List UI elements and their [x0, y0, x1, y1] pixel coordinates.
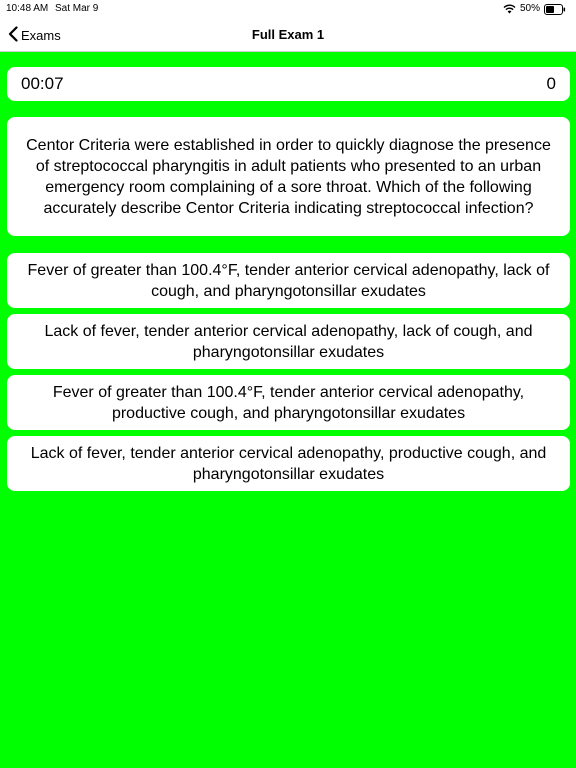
- answer-option-text: Lack of fever, tender anterior cervical adenopathy, lack of cough, and pharyngotonsillar exudates: [44, 322, 533, 361]
- answer-option-4[interactable]: [7, 436, 570, 491]
- status-date: Sat Mar 9: [55, 3, 99, 14]
- battery-percent: 50%: [519, 3, 540, 14]
- status-time: 10:48 AM: [6, 3, 49, 14]
- battery-icon: [544, 4, 566, 15]
- answer-option-text: Fever of greater than 100.4°F, tender anterior cervical adenopathy, productive cough, and pharyngotonsillar exudates: [52, 383, 525, 422]
- page-title: Full Exam 1: [251, 27, 325, 42]
- wifi-icon: [503, 4, 516, 14]
- answer-option-text: Lack of fever, tender anterior cervical adenopathy, productive cough, and pharyngotonsillar exudates: [30, 444, 547, 483]
- question-text: Centor Criteria were established in order to quickly diagnose the presence of streptococcal pharyngitis in adult patients who presented to an urban emergency room complaining of a sore throat. Which of the following accurately describe Centor Criteria indicating streptococcal infection?: [26, 136, 551, 217]
- status-right: [503, 0, 566, 18]
- back-button-label: Exams: [21, 27, 61, 43]
- answer-option-2[interactable]: [7, 314, 570, 369]
- answer-option-3[interactable]: [7, 375, 570, 430]
- timer-card: [7, 67, 570, 101]
- question-card: [7, 117, 570, 236]
- chevron-left-icon: [8, 26, 18, 45]
- navigation-bar: [0, 18, 576, 52]
- back-button[interactable]: [8, 24, 61, 46]
- answer-option-1[interactable]: [7, 253, 570, 308]
- elapsed-timer: 00:07: [21, 74, 64, 93]
- score-counter: 0: [546, 74, 556, 93]
- answer-option-text: Fever of greater than 100.4°F, tender anterior cervical adenopathy, lack of cough, and pharyngotonsillar exudates: [27, 261, 550, 300]
- status-bar: [0, 0, 576, 18]
